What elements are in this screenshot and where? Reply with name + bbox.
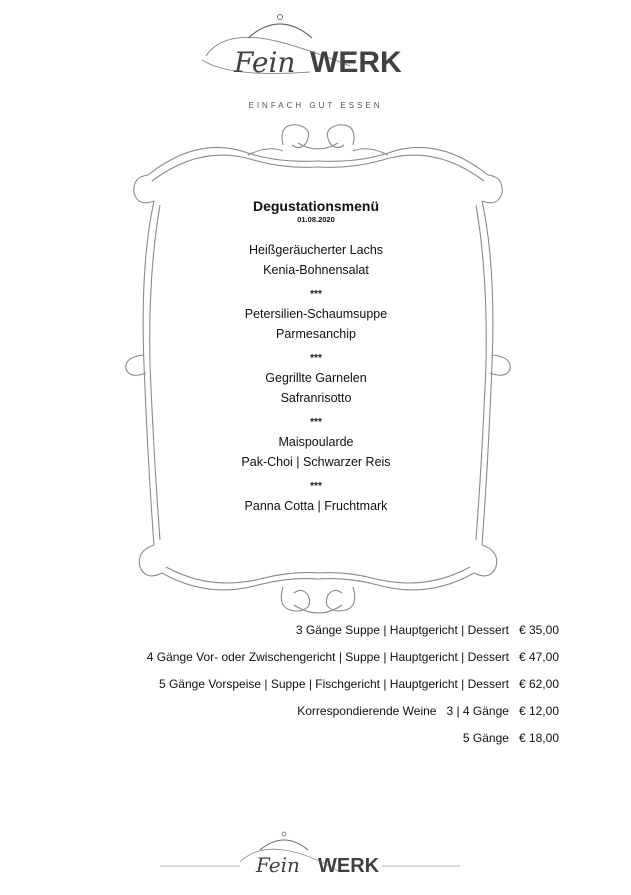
price-label: 4 Gänge Vor- oder Zwischengericht | Suppe | Hauptgericht | Dessert	[146, 650, 509, 664]
course-2	[160, 305, 472, 344]
menu-date: 01.08.2020	[297, 215, 335, 224]
course-5	[160, 497, 472, 517]
course-line: Panna Cotta | Fruchtmark	[244, 499, 388, 513]
course-3	[160, 369, 472, 408]
menu-title: Degustationsmenü	[252, 198, 379, 214]
price-label: Korrespondierende Weine 3 | 4 Gänge	[297, 704, 509, 718]
feinwerk-logo	[200, 8, 422, 80]
course-separator: ***	[310, 353, 322, 364]
tagline: EINFACH GUT ESSEN	[248, 101, 383, 110]
price-amount: € 12,00	[518, 704, 559, 718]
course-separator: ***	[310, 417, 322, 428]
tasting-menu	[160, 197, 472, 517]
price-label: 5 Gänge Vorspeise | Suppe | Fischgericht | Hauptgericht | Dessert	[158, 677, 509, 691]
logo-bold-text: WERK	[310, 46, 402, 79]
logo-bold-text: WERK	[318, 855, 380, 877]
price-list	[147, 623, 559, 758]
price-amount: € 35,00	[518, 623, 559, 637]
price-label: 3 Gänge Suppe | Hauptgericht | Dessert	[295, 623, 509, 637]
price-amount: € 18,00	[518, 731, 559, 745]
price-row	[147, 704, 559, 731]
course-line: Petersilien-Schaumsuppe	[244, 307, 388, 321]
logo-script-text: Fein	[234, 46, 296, 79]
price-row	[147, 731, 559, 758]
price-row	[147, 650, 559, 677]
course-1	[160, 241, 472, 280]
course-separator: ***	[310, 481, 322, 492]
cloche-icon	[248, 24, 312, 38]
feinwerk-footer-logo	[160, 828, 460, 880]
cloche-icon	[260, 840, 308, 850]
course-line: Safranrisotto	[280, 390, 352, 405]
course-line: Maispoularde	[278, 435, 354, 449]
price-label: 5 Gänge	[462, 731, 509, 745]
course-line: Kenia-Bohnensalat	[263, 262, 369, 277]
price-amount: € 47,00	[518, 650, 559, 664]
course-line: Parmesanchip	[276, 326, 356, 341]
logo-script-text: Fein	[256, 853, 300, 877]
price-amount: € 62,00	[518, 677, 559, 691]
course-4	[160, 433, 472, 472]
course-separator: ***	[310, 289, 322, 300]
course-line: Gegrillte Garnelen	[265, 371, 367, 385]
price-row	[147, 677, 559, 704]
price-row	[147, 623, 559, 650]
course-line: Pak-Choi | Schwarzer Reis	[241, 454, 391, 469]
course-line: Heißgeräucherter Lachs	[248, 243, 384, 257]
